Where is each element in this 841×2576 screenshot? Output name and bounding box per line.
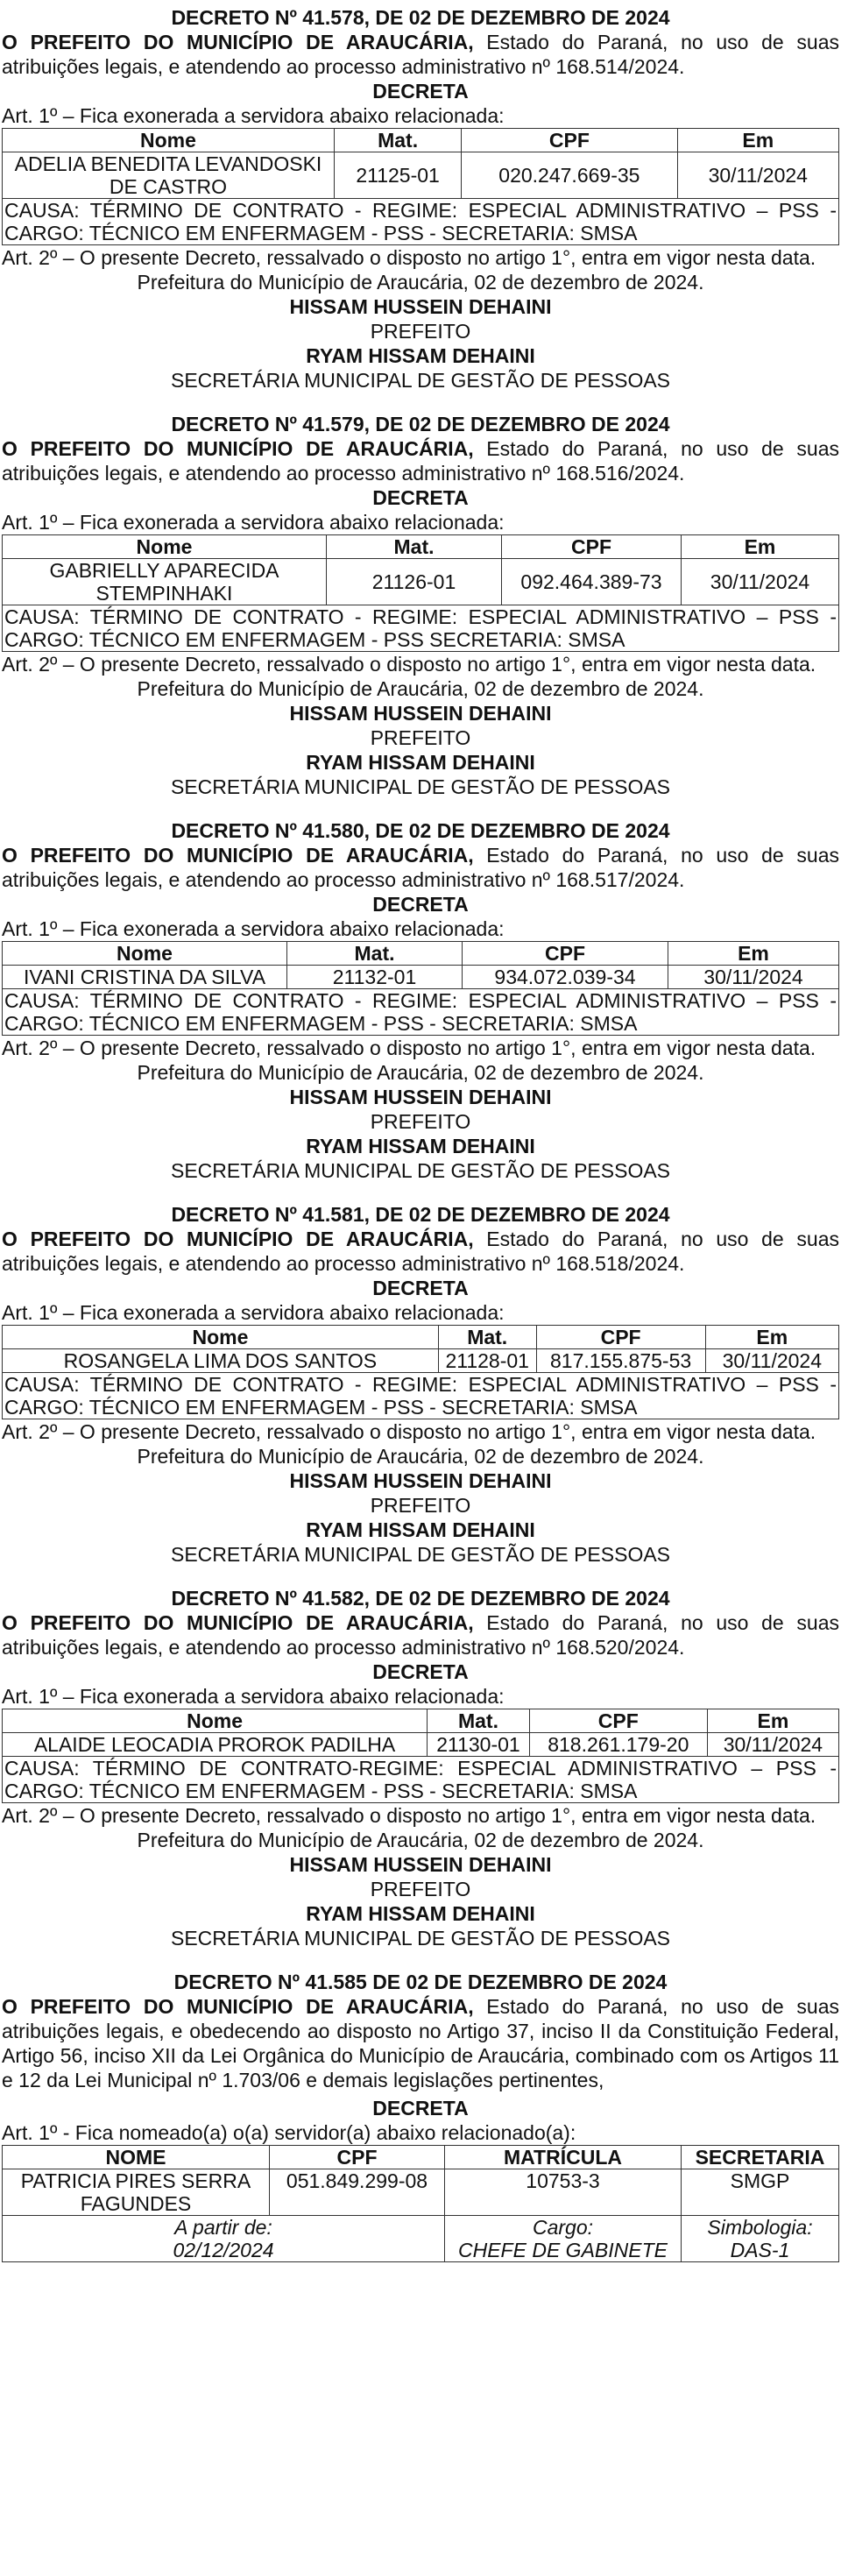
cell-nome: ADELIA BENEDITA LEVANDOSKI DE CASTRO [3,152,335,199]
cell-nome: ROSANGELA LIMA DOS SANTOS [3,1349,439,1373]
cause-text: CAUSA: TÉRMINO DE CONTRATO - REGIME: ESPECIAL ADMINISTRATIVO – PSS - CARGO: TÉCNICO EM ENFERMAGEM - PSS - SECRETARIA: SMSA [3,1373,839,1419]
decree-41582 [2,1586,839,1950]
header-cpf: CPF [536,1326,705,1349]
intro-authority: O PREFEITO DO MUNICÍPIO DE ARAUCÁRIA, [2,1228,474,1250]
cell-cpf: 020.247.669-35 [462,152,677,199]
cause-text: CAUSA: TÉRMINO DE CONTRATO - REGIME: ESPECIAL ADMINISTRATIVO – PSS - CARGO: TÉCNICO EM ENFERMAGEM - PSS SECRETARIA: SMSA [3,605,839,652]
cell-mat: 21126-01 [327,559,502,605]
cause-row [3,605,839,652]
decreta-heading: DECRETA [372,2097,469,2120]
decreta-heading: DECRETA [372,80,469,103]
header-nome: Nome [3,1326,439,1349]
table-header-row [3,535,839,559]
cause-text: CAUSA: TÉRMINO DE CONTRATO-REGIME: ESPECIAL ADMINISTRATIVO – PSS - CARGO: TÉCNICO EM ENFERMAGEM - PSS - SECRETARIA: SMSA [3,1757,839,1803]
table-row [3,1349,839,1373]
article-1: Art. 1º - Fica nomeado(a) o(a) servidor(a) abaixo relacionado(a): [2,2121,576,2144]
article-1: Art. 1º – Fica exonerada a servidora abaixo relacionada: [2,511,505,534]
table-header-row [3,942,839,966]
decree-title: DECRETO Nº 41.581, DE 02 DE DEZEMBRO DE 2024 [171,1203,670,1226]
cell-cpf: 051.849.299-08 [270,2169,445,2216]
intro-authority: O PREFEITO DO MUNICÍPIO DE ARAUCÁRIA, [2,437,474,460]
article-2: Art. 2º – O presente Decreto, ressalvado o disposto no artigo 1°, entra em vigor nesta data. [2,1804,816,1827]
header-mat: Mat. [428,1709,530,1733]
table-row [3,2169,839,2216]
signatory-mayor-role: PREFEITO [370,1494,471,1517]
cell-cpf: 092.464.389-73 [502,559,682,605]
header-cpf: CPF [270,2146,445,2169]
table-row [3,1733,839,1757]
signatory-secretary-name: RYAM HISSAM DEHAINI [306,1518,535,1541]
header-nome: Nome [3,129,335,152]
header-cpf: CPF [529,1709,707,1733]
signatory-mayor-name: HISSAM HUSSEIN DEHAINI [289,295,552,318]
decreta-heading: DECRETA [372,486,469,509]
article-2: Art. 2º – O presente Decreto, ressalvado o disposto no artigo 1°, entra em vigor nesta data. [2,653,816,676]
table-header-row [3,1709,839,1733]
signatory-secretary-role: SECRETÁRIA MUNICIPAL DE GESTÃO DE PESSOAS [170,775,671,798]
decree-intro [2,436,839,485]
simbologia-cell [682,2216,839,2262]
table-row [3,559,839,605]
header-mat: Mat. [334,129,461,152]
cell-nome: ALAIDE LEOCADIA PROROK PADILHA [3,1733,428,1757]
header-secretaria: SECRETARIA [682,2146,839,2169]
signatory-mayor-name: HISSAM HUSSEIN DEHAINI [289,1469,552,1492]
simbologia-label: Simbologia: [707,2216,813,2239]
signatory-secretary-name: RYAM HISSAM DEHAINI [306,751,535,774]
decree-title: DECRETO Nº 41.578, DE 02 DE DEZEMBRO DE 2024 [171,6,670,29]
header-matricula: MATRÍCULA [445,2146,682,2169]
intro-authority: O PREFEITO DO MUNICÍPIO DE ARAUCÁRIA, [2,31,474,53]
decreta-heading: DECRETA [372,1660,469,1683]
signatory-secretary-role: SECRETÁRIA MUNICIPAL DE GESTÃO DE PESSOAS [170,1159,671,1182]
decree-title: DECRETO Nº 41.582, DE 02 DE DEZEMBRO DE 2024 [171,1587,670,1610]
decree-41578 [2,5,839,393]
intro-text: Estado do Paraná, no uso de suas atribuições legais, e obedecendo ao disposto no Artigo 37, inciso II da Constituição Federal, Artigo 56, inciso XII da Lei Orgânica do Município de Araucária, combinado com os Artigos 11 e 12 da Lei Municipal nº 1.703/06 e demais legislações pertinentes, [2,1995,839,2091]
header-nome: Nome [3,942,287,966]
cell-mat: 21125-01 [334,152,461,199]
cell-mat: 21132-01 [287,966,463,989]
appointment-table [2,2145,839,2262]
signatory-mayor-name: HISSAM HUSSEIN DEHAINI [289,702,552,725]
signatory-secretary-role: SECRETÁRIA MUNICIPAL DE GESTÃO DE PESSOAS [170,1927,671,1950]
cargo-label: Cargo: [532,2216,594,2239]
signatory-mayor-role: PREFEITO [370,320,471,343]
cause-row [3,1373,839,1419]
cause-text: CAUSA: TÉRMINO DE CONTRATO - REGIME: ESPECIAL ADMINISTRATIVO – PSS - CARGO: TÉCNICO EM ENFERMAGEM - PSS - SECRETARIA: SMSA [3,989,839,1036]
article-1: Art. 1º – Fica exonerada a servidora abaixo relacionada: [2,917,505,940]
table-row [3,152,839,199]
signatory-secretary-name: RYAM HISSAM DEHAINI [306,1902,535,1925]
place-date: Prefeitura do Município de Araucária, 02 de dezembro de 2024. [137,1445,704,1468]
cell-nome: GABRIELLY APARECIDA STEMPINHAKI [3,559,327,605]
exoneration-table [2,1325,839,1419]
decree-intro [2,843,839,892]
header-mat: Mat. [438,1326,536,1349]
cell-nome: PATRICIA PIRES SERRA FAGUNDES [3,2169,270,2216]
start-date-cell [3,2216,445,2262]
cell-mat: 21128-01 [438,1349,536,1373]
cell-matricula: 10753-3 [445,2169,682,2216]
header-mat: Mat. [287,942,463,966]
decree-title: DECRETO Nº 41.580, DE 02 DE DEZEMBRO DE 2024 [171,819,670,842]
intro-text: Estado do Paraná, no uso de suas atribuições legais, e atendendo ao processo administrativo nº 168.514/2024. [2,31,839,78]
signatory-mayor-role: PREFEITO [370,1878,471,1900]
intro-text: Estado do Paraná, no uso de suas atribuições legais, e atendendo ao processo administrativo nº 168.516/2024. [2,437,839,485]
simbologia-value: DAS-1 [730,2239,790,2261]
header-em: Em [682,535,839,559]
cell-cpf: 818.261.179-20 [529,1733,707,1757]
exoneration-table [2,128,839,245]
cause-text: CAUSA: TÉRMINO DE CONTRATO - REGIME: ESPECIAL ADMINISTRATIVO – PSS - CARGO: TÉCNICO EM ENFERMAGEM - PSS - SECRETARIA: SMSA [3,199,839,245]
signatory-secretary-name: RYAM HISSAM DEHAINI [306,1135,535,1157]
cell-cpf: 817.155.875-53 [536,1349,705,1373]
cell-em: 30/11/2024 [668,966,839,989]
place-date: Prefeitura do Município de Araucária, 02 de dezembro de 2024. [137,1061,704,1084]
article-1: Art. 1º – Fica exonerada a servidora abaixo relacionada: [2,104,505,127]
header-em: Em [705,1326,838,1349]
decreta-heading: DECRETA [372,1277,469,1299]
intro-authority: O PREFEITO DO MUNICÍPIO DE ARAUCÁRIA, [2,844,474,867]
intro-authority: O PREFEITO DO MUNICÍPIO DE ARAUCÁRIA, [2,1995,474,2018]
article-1: Art. 1º – Fica exonerada a servidora abaixo relacionada: [2,1301,505,1324]
cause-row [3,199,839,245]
details-row [3,2216,839,2262]
signatory-secretary-role: SECRETÁRIA MUNICIPAL DE GESTÃO DE PESSOAS [170,1543,671,1566]
cell-nome: IVANI CRISTINA DA SILVA [3,966,287,989]
intro-text: Estado do Paraná, no uso de suas atribuições legais, e atendendo ao processo administrativo nº 168.518/2024. [2,1228,839,1275]
cell-em: 30/11/2024 [707,1733,838,1757]
exoneration-table [2,1709,839,1803]
header-nome: Nome [3,1709,428,1733]
decree-41585 [2,1970,839,2262]
table-header-row [3,129,839,152]
header-em: Em [707,1709,838,1733]
cell-em: 30/11/2024 [682,559,839,605]
place-date: Prefeitura do Município de Araucária, 02 de dezembro de 2024. [137,1829,704,1851]
cell-em: 30/11/2024 [677,152,838,199]
cell-cpf: 934.072.039-34 [463,966,668,989]
header-mat: Mat. [327,535,502,559]
signatory-mayor-role: PREFEITO [370,726,471,749]
article-2: Art. 2º – O presente Decreto, ressalvado o disposto no artigo 1°, entra em vigor nesta data. [2,1420,816,1443]
header-nome: NOME [3,2146,270,2169]
exoneration-table [2,941,839,1036]
cause-row [3,989,839,1036]
decree-41579 [2,412,839,799]
start-date-value: 02/12/2024 [173,2239,274,2261]
decree-title: DECRETO Nº 41.585 DE 02 DE DEZEMBRO DE 2024 [173,1971,668,1993]
cargo-value: CHEFE DE GABINETE [458,2239,668,2261]
decree-intro [2,30,839,79]
signatory-mayor-name: HISSAM HUSSEIN DEHAINI [289,1853,552,1876]
decreta-heading: DECRETA [372,893,469,916]
start-date-label: A partir de: [174,2216,272,2239]
decree-title: DECRETO Nº 41.579, DE 02 DE DEZEMBRO DE 2024 [171,413,670,435]
signatory-secretary-name: RYAM HISSAM DEHAINI [306,344,535,367]
article-1: Art. 1º – Fica exonerada a servidora abaixo relacionada: [2,1685,505,1708]
signatory-mayor-name: HISSAM HUSSEIN DEHAINI [289,1086,552,1108]
header-cpf: CPF [462,129,677,152]
place-date: Prefeitura do Município de Araucária, 02 de dezembro de 2024. [137,271,704,294]
intro-text: Estado do Paraná, no uso de suas atribuições legais, e atendendo ao processo administrativo nº 168.520/2024. [2,1611,839,1659]
decree-41581 [2,1202,839,1567]
header-em: Em [668,942,839,966]
intro-text: Estado do Paraná, no uso de suas atribuições legais, e atendendo ao processo administrativo nº 168.517/2024. [2,844,839,891]
table-header-row [3,1326,839,1349]
exoneration-table [2,534,839,652]
cell-em: 30/11/2024 [705,1349,838,1373]
place-date: Prefeitura do Município de Araucária, 02 de dezembro de 2024. [137,677,704,700]
cell-secretaria: SMGP [682,2169,839,2216]
intro-authority: O PREFEITO DO MUNICÍPIO DE ARAUCÁRIA, [2,1611,474,1634]
decree-intro [2,1227,839,1276]
decree-intro [2,1994,839,2092]
article-2: Art. 2º – O presente Decreto, ressalvado o disposto no artigo 1°, entra em vigor nesta data. [2,1037,816,1059]
cause-row [3,1757,839,1803]
header-nome: Nome [3,535,327,559]
table-header-row [3,2146,839,2169]
table-row [3,966,839,989]
article-2: Art. 2º – O presente Decreto, ressalvado o disposto no artigo 1°, entra em vigor nesta data. [2,246,816,269]
signatory-mayor-role: PREFEITO [370,1110,471,1133]
header-cpf: CPF [502,535,682,559]
signatory-secretary-role: SECRETÁRIA MUNICIPAL DE GESTÃO DE PESSOAS [170,369,671,392]
header-cpf: CPF [463,942,668,966]
header-em: Em [677,129,838,152]
cell-mat: 21130-01 [428,1733,530,1757]
decree-41580 [2,818,839,1183]
cargo-cell [445,2216,682,2262]
decree-intro [2,1610,839,1660]
